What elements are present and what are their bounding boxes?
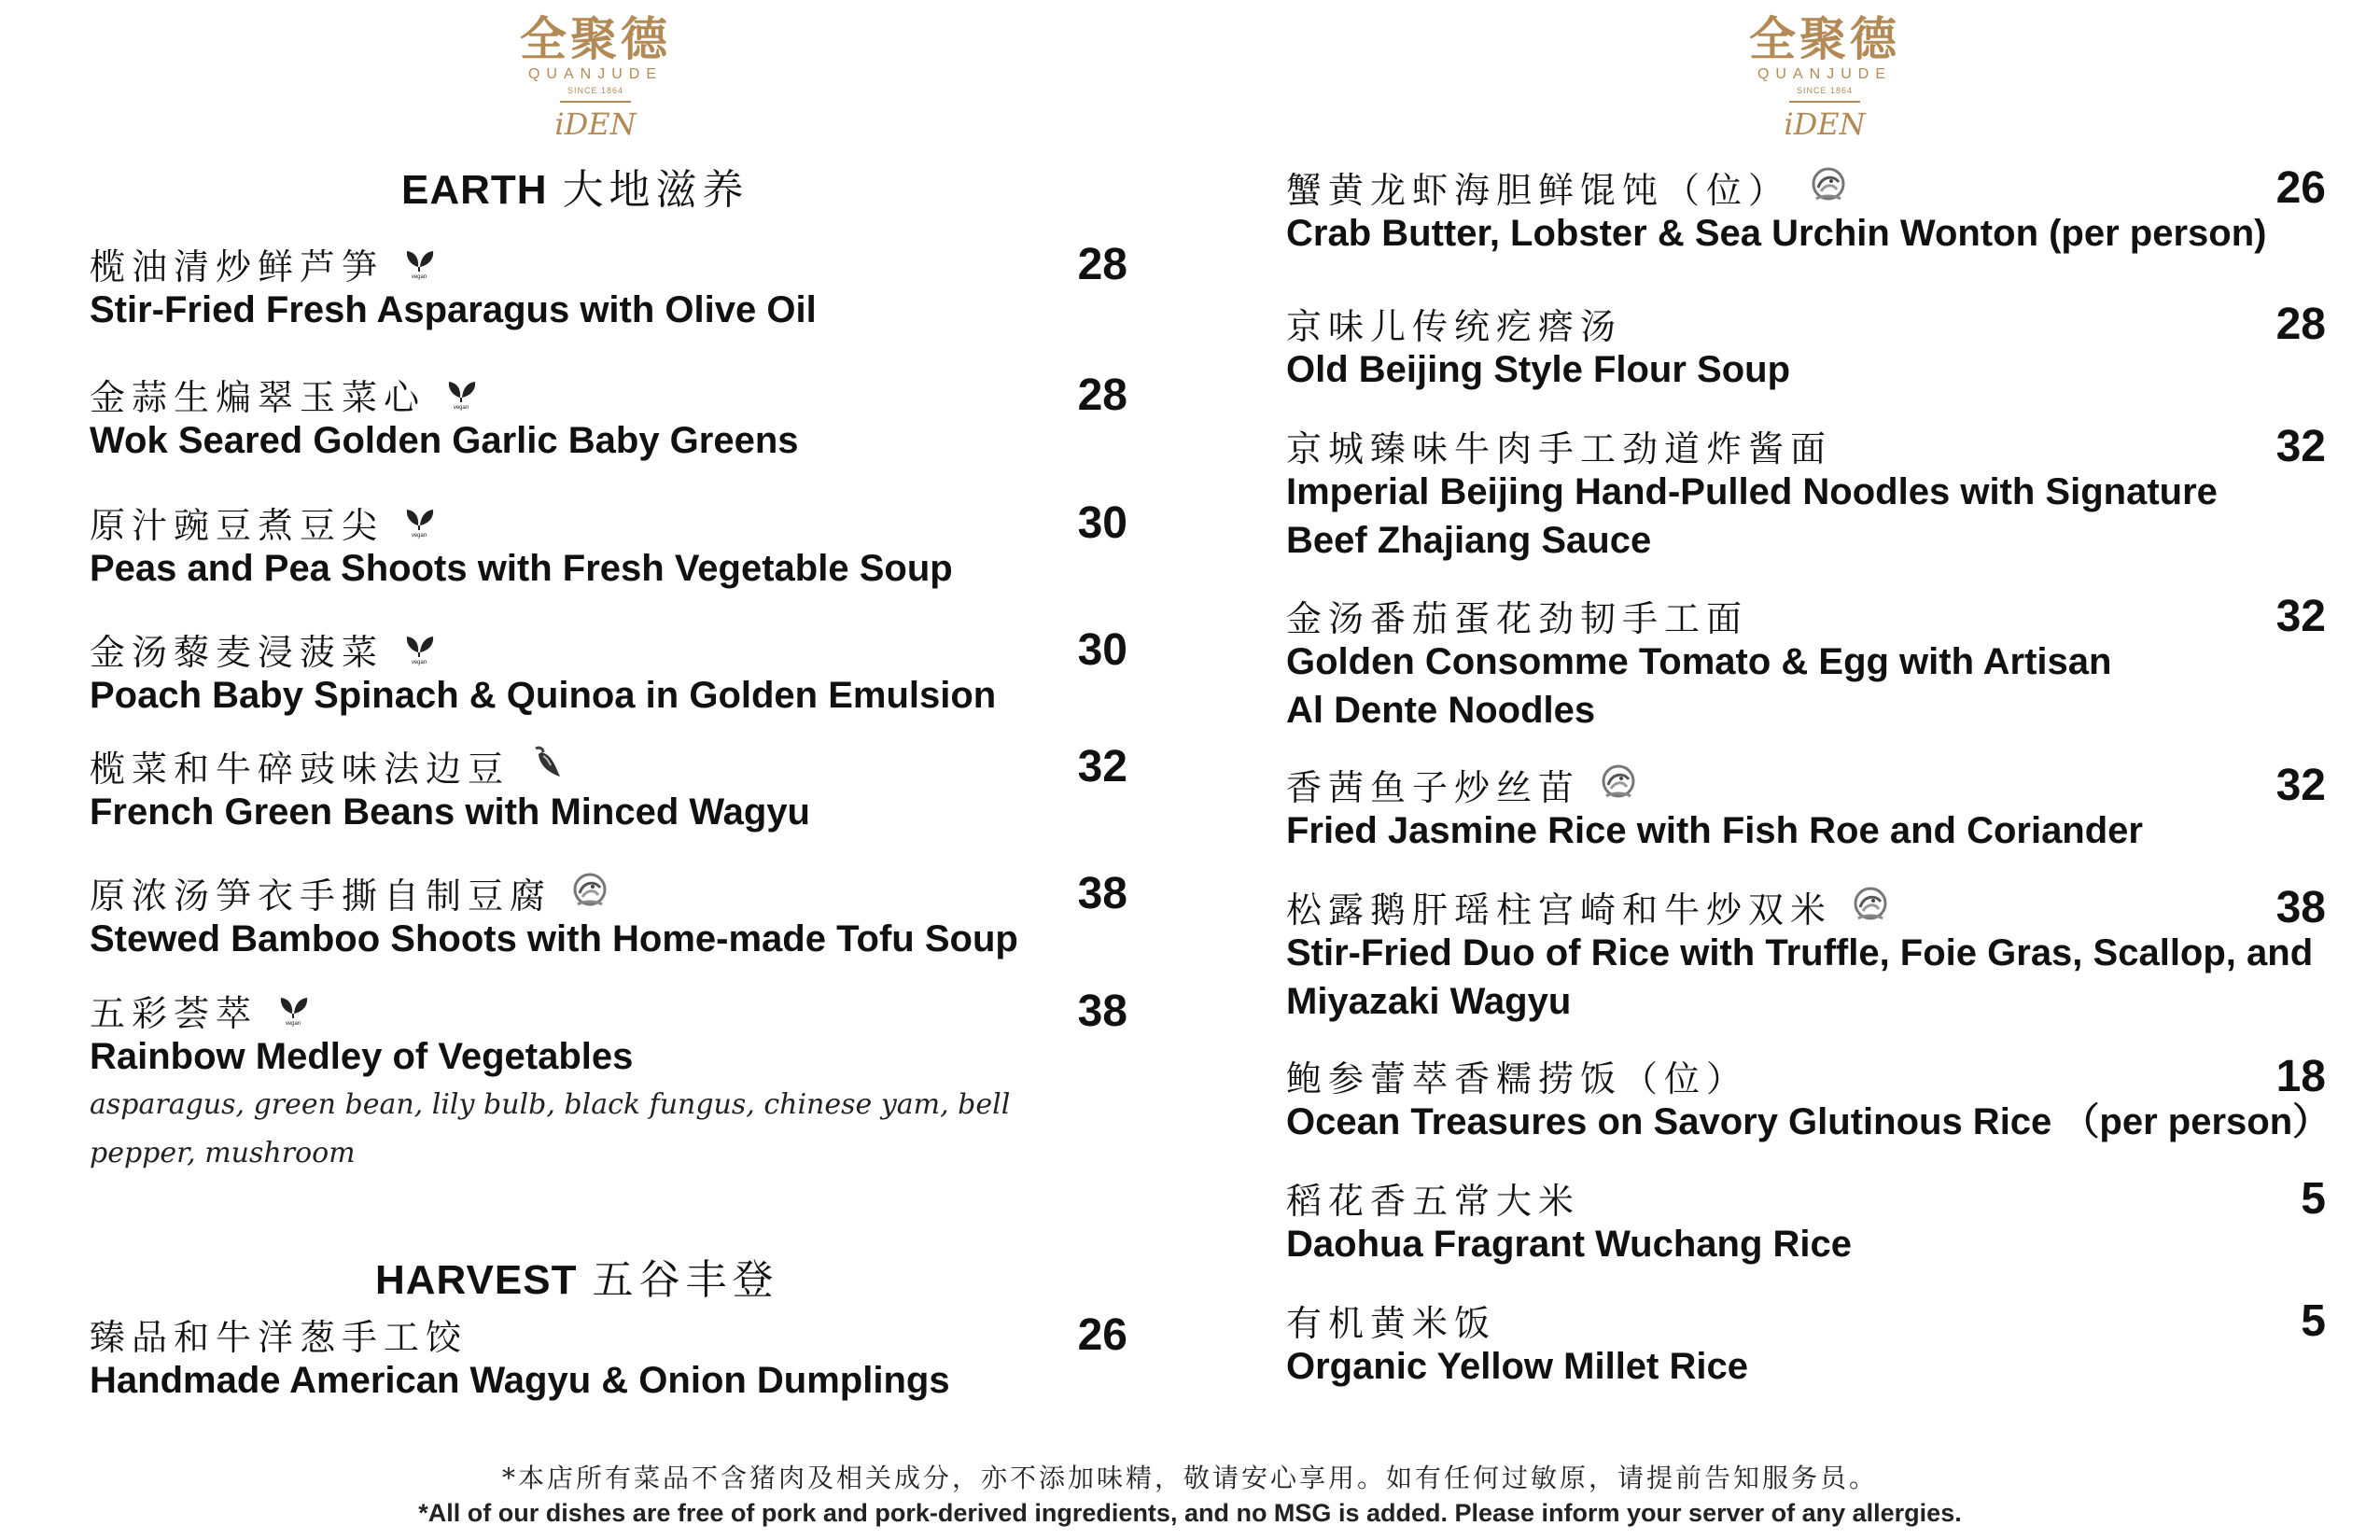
dish-price: 5 [2301,1296,2326,1346]
dish-price: 38 [1077,869,1127,918]
brand-logo [483,13,707,142]
shellfish-icon [1849,883,1892,926]
dish-price: 28 [1077,371,1127,420]
section-title-cn: 大地滋养 [562,166,749,214]
dish-name-en: Old Beijing Style Flour Soup [1286,349,1791,390]
dish-name-en: Stewed Bamboo Shoots with Home-made Tofu Soup [90,918,1018,959]
dish-price: 38 [2275,883,2326,932]
dish-name-en: Organic Yellow Millet Rice [1286,1346,1748,1387]
allergy-notice-en: *All of our dishes are free of pork and pork-derived ingredients, and no MSG is added. Please inform your server of any allergies. [418,1499,1962,1527]
vegan-leaf-icon [400,501,438,539]
section-title-harvest [375,1256,778,1305]
logo-sub-brand: iDEN [1784,106,1866,142]
dish-name-cn: 京城臻味牛肉手工劲道炸酱面 [1286,427,1833,469]
vegan-label: vegan [453,405,469,411]
menu-item [1286,422,2326,565]
dish-name-en: Daohua Fragrant Wuchang Rice [1286,1224,1853,1265]
menu-item [90,240,1127,334]
shellfish-icon [568,869,611,916]
dish-name-en: Golden Consomme Tomato & Egg with Artisan Al Dente Noodles [1286,641,2112,731]
dish-name-cn: 有机黄米饭 [1286,1302,1497,1344]
menu-item [90,987,1127,1178]
vegan-leaf-icon [442,373,480,411]
vegan-leaf-icon [400,501,438,542]
dish-name-cn: 五彩荟萃 [90,992,259,1034]
shellfish-icon [1807,163,1850,206]
chili-icon [526,743,567,788]
dish-name-cn: 金汤番茄蛋花劲韧手工面 [1286,597,1749,639]
logo-chinese-name: 全聚德 [520,11,671,66]
logo-english-name: QUANJUDE [1757,66,1892,82]
dish-name-en: Peas and Pea Shoots with Fresh Vegetable Soup [90,548,953,589]
dish-price: 38 [1077,987,1127,1036]
allergy-notice-cn: *本店所有菜品不含猪肉及相关成分，亦不添加味精，敬请安心享用。如有任何过敏原，请提前告知服务员。 [501,1463,1878,1493]
section-title-earth [401,166,749,215]
dish-name-cn: 松露鹅肝瑶柱宫崎和牛炒双米 [1286,889,1833,931]
dish-price: 26 [2275,163,2326,213]
dish-name-en: French Green Beans with Minced Wagyu [90,791,810,833]
dish-name-cn: 金蒜生煸翠玉菜心 [90,376,427,418]
menu-item [90,1310,1127,1405]
dish-name-cn: 蟹黄龙虾海胆鲜馄饨（位） [1286,169,1791,211]
dish-name-en: Stir-Fried Duo of Rice with Truffle, Foie Gras, Scallop, and Miyazaki Wagyu [1286,932,2314,1022]
menu-item [90,742,1127,836]
menu-item [1286,1052,2331,1146]
menu-item [1286,761,2326,855]
dish-name-cn: 臻品和牛洋葱手工饺 [90,1316,469,1358]
dish-name-en: Rainbow Medley of Vegetables [90,1036,634,1077]
menu-item [1286,1174,2326,1268]
dish-name-en: Fried Jasmine Rice with Fish Roe and Coriander [1286,810,2143,851]
shellfish-icon [1849,883,1892,930]
shellfish-icon [1807,163,1850,210]
dish-name-cn: 鲍参蕾萃香糯捞饭（位） [1286,1057,1749,1099]
dish-price: 32 [1077,742,1127,791]
vegan-label: vegan [411,274,427,280]
section-title-cn: 五谷丰登 [592,1256,779,1304]
vegan-leaf-icon [400,628,438,665]
shellfish-icon [568,869,611,912]
dish-name-en: Poach Baby Spinach & Quinoa in Golden Emulsion [90,675,997,716]
vegan-leaf-icon [442,373,480,414]
dish-name-cn: 原浓汤笋衣手撕自制豆腐 [90,875,553,917]
menu-item [1286,592,2326,735]
menu-item [1286,1296,2326,1391]
dish-name-cn: 原汁豌豆煮豆尖 [90,504,385,546]
dish-name-en: Handmade American Wagyu & Onion Dumplings [90,1360,950,1401]
dish-price: 32 [2275,422,2326,471]
vegan-leaf-icon [400,243,438,280]
dish-name-en: Ocean Treasures on Savory Glutinous Rice （per person） [1286,1101,2331,1142]
dish-price: 32 [2275,592,2326,641]
dish-price: 5 [2301,1174,2326,1224]
menu-item [1286,300,2326,394]
dish-price: 18 [2275,1052,2326,1101]
logo-since: SINCE 1864 [567,86,624,95]
menu-item [1286,883,2326,1026]
dish-price: 28 [1077,240,1127,289]
logo-sub-brand: iDEN [554,106,637,142]
vegan-leaf-icon [400,243,438,284]
vegan-label: vegan [411,533,427,539]
menu-item [1286,163,2326,258]
dish-price: 28 [2275,300,2326,349]
section-title-en: EARTH [401,167,548,213]
menu-item [90,498,1127,593]
dish-price: 32 [2275,761,2326,810]
dish-name-en: Wok Seared Golden Garlic Baby Greens [90,420,799,461]
menu-item [90,371,1127,465]
section-title-en: HARVEST [375,1257,578,1303]
vegan-leaf-icon [274,989,312,1030]
menu-item [90,625,1127,720]
dish-name-en: Crab Butter, Lobster & Sea Urchin Wonton (per person) [1286,213,2267,254]
brand-logo [1713,13,1937,142]
menu-item [90,869,1127,963]
dish-description: asparagus, green bean, lily bulb, black fungus, chinese yam, bell pepper, mushroom [90,1088,1011,1169]
vegan-label: vegan [285,1021,301,1027]
shellfish-icon [1597,761,1640,807]
logo-divider [1789,101,1860,103]
dish-name-cn: 稻花香五常大米 [1286,1180,1581,1222]
logo-divider [560,101,631,103]
shellfish-icon [1597,761,1640,804]
dish-price: 30 [1077,625,1127,675]
vegan-leaf-icon [274,989,312,1027]
chili-icon [526,743,567,784]
dish-name-cn: 榄油清炒鲜芦笋 [90,245,385,287]
logo-since: SINCE 1864 [1796,86,1854,95]
dish-name-cn: 京味儿传统疙瘩汤 [1286,305,1623,347]
dish-name-cn: 榄菜和牛碎豉味法边豆 [90,748,511,790]
dish-price: 26 [1077,1310,1127,1360]
dish-name-en: Stir-Fried Fresh Asparagus with Olive Oil [90,289,817,330]
logo-chinese-name: 全聚德 [1749,11,1900,66]
dish-name-cn: 香茜鱼子炒丝苗 [1286,766,1581,808]
dish-name-en: Imperial Beijing Hand-Pulled Noodles with Signature Beef Zhajiang Sauce [1286,471,2218,561]
dish-price: 30 [1077,498,1127,548]
dish-name-cn: 金汤藜麦浸菠菜 [90,631,385,673]
vegan-leaf-icon [400,628,438,669]
vegan-label: vegan [411,660,427,665]
logo-english-name: QUANJUDE [527,66,663,82]
